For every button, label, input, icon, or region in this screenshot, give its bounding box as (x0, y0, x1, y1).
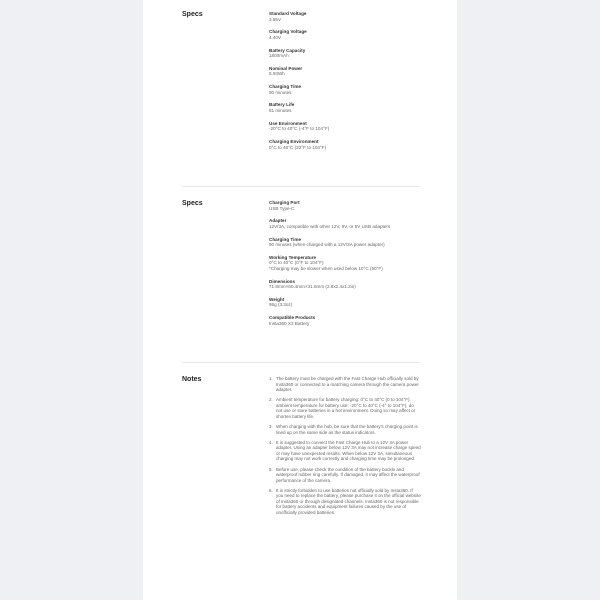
spec-label: Charging Time (269, 84, 302, 90)
spec-item (269, 66, 419, 77)
note-number: 2. (269, 397, 273, 403)
spec-label: Charging Port (269, 200, 300, 205)
notes-list (269, 376, 421, 515)
spec-item (269, 237, 419, 248)
note-number: 4. (269, 439, 273, 445)
note-text: Ambient temperature for battery charging: 0°C to 40°C (0 to 104°F), ambient temperature for battery use: -20°C to 40°C (-4° to 104°F), do not use or store batteries in a hot environment. Doing so may affect or shorten battery life. (276, 397, 416, 419)
spec-item (269, 84, 419, 95)
note-item (269, 424, 421, 435)
product-spec-page (143, 0, 457, 600)
note-item (269, 397, 421, 419)
note-item (269, 376, 421, 393)
spec-label: Adapter (269, 218, 287, 224)
spec-item (269, 315, 419, 326)
spec-label: Weight (269, 296, 285, 302)
spec-label: Use Environment (269, 120, 307, 126)
spec-value: 81 minutes (269, 108, 292, 114)
spec-value: USB Type-C (269, 205, 295, 211)
note-item (269, 467, 421, 484)
spec-value: 0°C to 40°C (0°F to 104°F) *Charging may be slower when used below 10°C (50°F) (269, 260, 383, 271)
note-text: Before use, please check the condition of the battery buckle and waterproof rubber ring carefully. If damaged, it may affect the waterproof performance of the camera. (276, 466, 420, 483)
spec-value: 71.8mm×60.4mm×31.6mm (2.8x2.4x1.2in) (269, 284, 356, 290)
spec-label: Working Temperature (269, 254, 317, 260)
spec-item (269, 11, 419, 22)
note-text: When charging with the hub, be sure that the battery's charging point is lined up on the same side as the status indicators. (276, 424, 418, 435)
spec-value: 0°C to 40°C (32°F to 104°F) (269, 144, 327, 150)
spec-item (269, 255, 419, 271)
spec-value: 90 minutes (269, 89, 292, 95)
spec-value: Insta360 X3 Battery (269, 320, 310, 326)
spec-value: 4.40V (269, 34, 282, 40)
spec-label: Nominal Power (269, 65, 303, 71)
spec-value: -20°C to 40°C (-4°F to 104°F) (269, 126, 330, 132)
spec-value: 95g (3.3oz) (269, 302, 293, 308)
spec-value: 1800mAh (269, 53, 289, 59)
spec-item (269, 48, 419, 59)
spec-list (269, 11, 419, 157)
spec-item (269, 139, 419, 150)
note-item (269, 440, 421, 462)
spec-label: Charging Environment (269, 139, 319, 145)
note-text: It is strictly forbidden to use batteries not officially sold by Insta360. If you need to replace the battery, please purchase it on the official website of Insta360 or through designated channels. Insta360 is not responsible for battery accidents and equipment failures caused by the use of unofficially provided batteries. (276, 487, 421, 515)
spec-label: Battery Life (269, 102, 295, 108)
spec-item (269, 200, 419, 211)
note-number: 5. (269, 466, 273, 472)
spec-label: Standard Voltage (269, 11, 307, 16)
spec-label: Dimensions (269, 278, 296, 284)
spec-item (269, 297, 419, 308)
spec-item (269, 218, 419, 229)
spec-label: Charging Time (269, 236, 302, 242)
note-item (269, 488, 421, 516)
divider (182, 186, 419, 187)
spec-label: Battery Capacity (269, 47, 306, 53)
spec-item (269, 102, 419, 113)
section-title: Notes (182, 376, 202, 383)
spec-label: Compatible Products (269, 315, 316, 321)
note-number: 1. (269, 376, 273, 381)
spec-item (269, 279, 419, 290)
spec-label: Charging Voltage (269, 29, 307, 35)
note-number: 6. (269, 487, 273, 493)
divider (182, 362, 419, 363)
spec-value: 90 minutes (when charged with a 12V/3A power adapter) (269, 242, 385, 248)
spec-item (269, 121, 419, 132)
spec-item (269, 29, 419, 40)
spec-value: 6.93Wh (269, 71, 285, 77)
notes-container (269, 376, 421, 520)
section-title: Specs (182, 11, 203, 18)
spec-value: 12V/3A, compatible with other 12V, 9V, or 5V USB adapters (269, 223, 391, 229)
spec-list (269, 200, 419, 333)
note-number: 3. (269, 424, 273, 430)
section-title: Specs (182, 200, 203, 207)
note-text: The battery must be charged with the Fast Charge Hub officially sold by Insta360 or connected to a matching camera through the camera power adapter. (276, 376, 419, 392)
note-text: It is suggested to connect the Fast Charge Hub to a 12V 3A power adapter. Using an adapter below 12V 3A may not increase charge speed or may have unexpected results. When below 12V 3A, simultaneous charging may not work correctly and charging time may be prolonged. (276, 439, 421, 462)
spec-value: 3.85V (269, 16, 282, 22)
